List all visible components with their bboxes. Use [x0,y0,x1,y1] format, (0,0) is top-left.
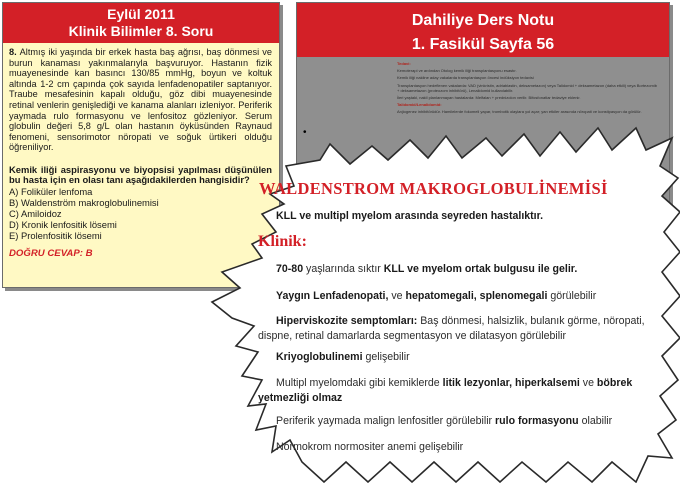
note-subheading: Talidomid/Lenalidomid: [397,102,442,108]
option-b: B) Waldenström makroglobulinemisi [9,197,159,209]
correct-answer: DOĞRU CEVAP: B [9,248,93,260]
hyperviscosity-label: Hiperviskozite semptomları: [276,315,418,327]
finding-no-lytic-cont [258,392,342,404]
klinik-heading: Klinik: [258,233,307,250]
finding-hyperviscosity [276,315,645,327]
kidney-text: böbrek [596,377,633,389]
finding-no-lytic [276,377,632,389]
finding-anemia [276,441,463,453]
zoom-title: WALDENSTROM MAKROGLOBULİNEMİSİ [259,179,608,198]
note-page-ref: 1. Fasikül Sayfa 56 [411,36,555,53]
may-occur-text: olabilir [578,415,613,427]
note-title: Dahiliye Ders Notu [411,12,555,29]
exam-question-title: Klinik Bilimler 8. Soru [68,23,214,39]
option-a: A) Foliküler lenfoma [9,186,93,198]
zoom-intro [276,210,543,222]
age-text: yaşlarında sıktır [303,263,384,275]
myeloma-compare-text: Multipl myelomdaki gibi kemiklerde [276,377,443,389]
note-paragraph: İleri yaştaki, nakil planlanmayan hastalarda: Melfalan + prednizolon verilir. Bifosfonatlar tedaviye eklenir. [397,95,581,101]
develops-text: gelişebilir [362,351,410,363]
common-findings: KLL ve myelom ortak bulgusu ile gelir. [383,263,578,275]
question-number: 8. [9,47,17,57]
cryoglobulinemia-text: Kriyoglobulinemi [276,351,363,363]
bullet-marker: • [303,127,307,138]
option-d: D) Kronik lenfositik lösemi [9,218,117,230]
exam-date: Eylül 2011 [107,6,175,22]
finding-lymphadenopathy [276,290,596,302]
note-subheading: Tedavi: [397,61,411,66]
lytic-lesions-text: litik lezyonlar, hiperkalsemi [442,377,580,389]
note-paragraph: Kemoterapi ve ardından Otolog kemik iliği transplantasyonu esastır. [397,68,517,74]
finding-age [276,263,577,275]
and-text: ve [579,377,597,389]
case-text: Altmış iki yaşında bir erkek hasta baş ağrısı, baş dönmesi ve burun kanaması yakınmalarıyla başvuruyor. Hastanın fizik muayenesinde kan basıncı 130/85 mmHg, boyun ve koltuk altında 1-2 cm çapında çok sayıda lenfadenopatiler saptanıyor. Traube mesafesinin kapalı olduğu, göz dibi muayenesinde retinal venlerin genişlediği ve kanama alanları izleniyor. Periferik yaymada rulo formasyonu ve lenfositoz gözleniyor. Serum globulin değeri 5,8 g/L olan hastanın öyküsünden Raynaud fenomeni, sensorimotor nöropati ve soğuk ürtikeri olduğu öğreniliyor. [9,47,272,153]
organomegaly-text: hepatomegali, splenomegali [405,290,548,302]
option-e: E) Prolenfositik lösemi [9,229,102,241]
finding-hyperviscosity-cont [258,330,566,342]
zoom-content [256,170,666,470]
hyperviscosity-retinal: dispne, retinal damarlarda segmentasyon ve dilatasyon görülebilir [258,330,566,342]
option-c: C) Amiloidoz [9,207,62,219]
finding-peripheral-smear [276,415,612,427]
note-paragraph: Transplantasyon hedeflenen vakalarda: VAD (vinkristin, adriablastin, deksametazon) veya Talidomid + deksametazon (daha etkili) veya Bortezomib + deksametazon (proteozom inhibitörü), Lenalidomid kullanılabilir. [397,82,657,93]
question-prompt: Kemik iliği aspirasyonu ve biyopsisi yapılması düşünülen bu hasta için en olası tanı aşağıdakilerden hangisidir? [9,163,272,186]
anemia-text: Normokrom normositer anemi gelişebilir [276,441,464,453]
observable-text: görülebilir [547,290,597,302]
finding-cryoglobulinemia [276,351,410,363]
renal-failure-text: yetmezliği olmaz [258,392,343,404]
conjunction-text: ve [388,290,406,302]
note-paragraph: Kemik iliği nakline aday vakalarda transplantasyon öncesi indüksiyon tedavisi [397,75,534,81]
note-paragraph: Anjiogenez inhibitörüdür. Hamilelerde fokomeli yapar, trombotik olaylara yol açar; yan etkiler arasında nöropati ve konstipasyon da görülür. [397,109,642,115]
lymphadenopathy-text: Yaygın Lenfadenopati, [276,290,389,302]
intro-text: KLL ve multipl myelom arasında seyreden hastalıktır. [276,210,544,222]
hyperviscosity-symptoms: Baş dönmesi, halsizlik, bulanık görme, nöropati, [417,315,645,327]
rouleaux-text: rulo formasyonu [495,415,579,427]
malignant-lymphocytes-text: Periferik yaymada malign lenfositler görülebilir [276,415,496,427]
age-range: 70-80 [276,263,304,275]
